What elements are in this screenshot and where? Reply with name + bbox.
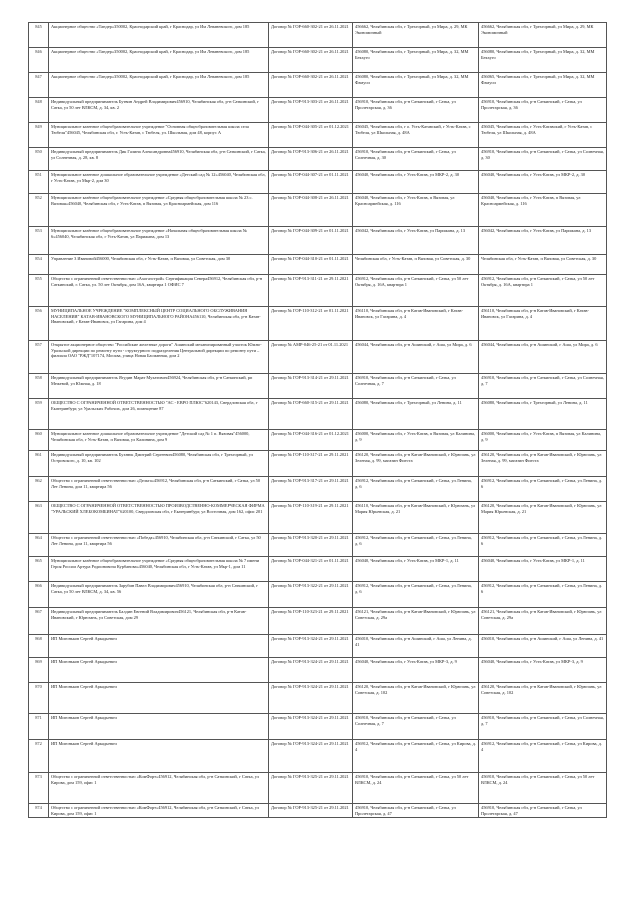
table-row (29, 171, 607, 194)
row-number: 852 (29, 194, 49, 227)
contract-cell: Договор № ГОР-044-310-21 от 01.11.2021 (269, 255, 353, 275)
table-row (29, 374, 607, 399)
address-cell: 456040, Челябинская обл, г Усть-Катав, п Вязовая, ул Красноармейская, д. 116 (353, 194, 479, 227)
row-number: 849 (29, 123, 49, 148)
site-address-cell: 456910, Челябинская обл, р-н Саткинский, г Сатка, ул 50 лет ВЛКСМ, д. 24 (479, 773, 607, 804)
site-address-cell: 456120, Челябинская обл, р-н Катав-Ивановский, г Юрюзань, ул Мария Юрьевская, д. 21 (479, 502, 607, 534)
contract-cell: Договор № ГОР-913-325-21 от 29.11.2021 (269, 804, 353, 818)
row-number: 864 (29, 534, 49, 557)
table-row (29, 48, 607, 73)
organization-cell: Акционерное общество «Тандер»350002, Краснодарский край, г Краснодар, ул Им Леваневского, дом 185 (49, 23, 269, 48)
contract-cell: Договор № ГОР-913-322-21 от 29.11.2021 (269, 582, 353, 608)
contract-cell: Договор № ГОР-913-320-21 от 29.11.2021 (269, 534, 353, 557)
row-number: 868 (29, 635, 49, 658)
contract-cell: Договор № ГОР-044-316-21 от 01.12.2021 (269, 430, 353, 451)
address-cell: 456042, Челябинская обл, г Усть-Катав, ул Парижана, д. 13 (353, 227, 479, 255)
contract-cell: Договор № ГОР-044-307-21 от 01.11.2021 (269, 171, 353, 194)
site-address-cell: 456910, Челябинская обл, р-н Саткинский, г Сатка, ул Пролетарская, д. 36 (479, 98, 607, 123)
organization-cell: Муниципальное казенное дошкольное образовательное учреждение «Детский сад № 12»456040, Челябинская обл, г Усть-Катав, ул Мкр-2, дом 30 (49, 171, 269, 194)
organization-cell: ИП Мигоньков Сергей Аркадьевич (49, 635, 269, 658)
row-number: 862 (29, 477, 49, 502)
table-row (29, 608, 607, 635)
row-number: 872 (29, 740, 49, 773)
row-number: 847 (29, 73, 49, 98)
row-number: 850 (29, 148, 49, 171)
address-cell: 456000, Челябинская обл, г Усть-Катав, п Вязовая, ул Калинина, д. 9 (353, 430, 479, 451)
contract-cell: Договор № ГОР-110-312-21 от 01.11.2021 (269, 307, 353, 341)
organization-cell: Общество с ограниченной ответственностью «Ахогазстрой» Сертификация Севера456912, Челябинская обл, р-н Саткинский, г. Сатка, ул. 50 лет Октября, дом 16А, квартира 1 ОФИС 7 (49, 275, 269, 307)
address-cell: 456662, Челябинская обл, г Трехгорный, ул Мира, д. 29, МК Экономичный (353, 23, 479, 48)
table-row (29, 773, 607, 804)
site-address-cell: 456040, Челябинская обл, г Усть-Катав, п Вязовая, ул Красноармейская, д. 116 (479, 194, 607, 227)
contract-cell: Договор № ГОР-913-311-21 от 29.11.2021 (269, 275, 353, 307)
row-number: 859 (29, 399, 49, 430)
table-row (29, 73, 607, 98)
row-number: 854 (29, 255, 49, 275)
address-cell: 456910, Челябинская обл, р-н Саткинский, г Сатка, ул Солнечная, д. 30 (353, 148, 479, 171)
contract-cell: Договор № ГОР-913-317-21 от 29.11.2021 (269, 477, 353, 502)
organization-cell: Управление 3 Ивановой456000, Челябинская обл, г Усть-Катав, п Вязовая, ул Советская, дом 30 (49, 255, 269, 275)
site-address-cell: 456912, Челябинская обл, р-н Саткинский, г Сатка, ул Ленина, д. 6 (479, 477, 607, 502)
row-number: 863 (29, 502, 49, 534)
address-cell: 456110, Челябинская обл, р-н Катав-Ивановский, г Катав-Ивановск, ул Гагарина, д. 4 (353, 307, 479, 341)
address-cell: 456010, Челябинская обл, р-н Ашинский, г Аша, ул Ленина, д. 41 (353, 635, 479, 658)
organization-cell: Открытое акционерное общество "Российские железные дороги" Ашинский механизированный участок Южно-Уральской дирекции по ремонту пути - структурного подразделения Центральной дирекции по ремонту пути – филиала ОАО "РЖД"107174, Москва, улица Новая Басманная, дом 2 (49, 341, 269, 374)
organization-cell: ОБЩЕСТВО С ОГРАНИЧЕННОЙ ОТВЕТСТВЕННОСТЬЮ ПРОИЗВОДСТВЕННО-КОММЕРЧЕСКАЯ ФИРМА "УРАЛЬСКИЙ ХЛЕБОКОМБИНАТ"620100, Свердловская обл, г Екатеринбург, ул Восточная, дом 162, офис 201 (49, 502, 269, 534)
table-row (29, 23, 607, 48)
site-address-cell: 456910, Челябинская обл, р-н Саткинский, г Сатка, ул Солнечная, д. 30 (479, 148, 607, 171)
contract-cell: Договор № ГОР-913-314-21 от 29.11.2021 (269, 374, 353, 399)
site-address-cell: 456120, Челябинская обл, р-н Катав-Ивановский, г Юрюзань, ул Советская, д. 102 (479, 683, 607, 714)
site-address-cell: 456912, Челябинская обл, р-н Саткинский, г Сатка, ул Ленина, д. 6 (479, 582, 607, 608)
row-number: 874 (29, 804, 49, 818)
contract-cell: Договор № ГОР-913-324-21 от 29.11.2021 (269, 658, 353, 683)
site-address-cell: 456910, Челябинская обл, р-н Саткинский, г Сатка, ул Солнечная, д. 7 (479, 714, 607, 740)
organization-cell: Общество с ограниченной ответственностью «КомФорт»456912, Челябинская обл, р-н Саткинский, г Сатка, ул Кирова, дом 159, офис 1 (49, 804, 269, 818)
address-cell: 456040, Челябинская обл, г Усть-Катав, ул МКР-2, д. 30 (353, 171, 479, 194)
table-row (29, 557, 607, 582)
address-cell: 456912, Челябинская обл, р-н Саткинский, г Сатка, ул Ленина, д. 6 (353, 534, 479, 557)
site-address-cell: 456912, Челябинская обл, р-н Саткинский, г Сатка, ул Ленина, д. 6 (479, 534, 607, 557)
table-row (29, 307, 607, 341)
address-cell: 456044, Челябинская обл, р-н Ашинский, г Аша, ул Мира, д. 6 (353, 341, 479, 374)
address-cell: 456080, Челябинская обл, г Трехгорный, ул Мира, д. 32, ММ Фамуси (353, 73, 479, 98)
organization-cell: Муниципальное казенное дошкольное образовательное учреждение "Детский сад № 1 п. Вязовая"456000, Челябинская обл, г Усть-Катав, п Вязовая, ул Калинина, дом 9 (49, 430, 269, 451)
contract-cell: Договор № ГОР-913-324-21 от 29.11.2021 (269, 683, 353, 714)
organization-cell: Индивидуальный предприниматель Дик Галина Александровна456910, Челябинская обл, р-н Саткинский, г Сатка, ул Солнечная, д. 28, кв. 8 (49, 148, 269, 171)
contract-cell: Договор № ГОР-044-309-21 от 01.11.2021 (269, 227, 353, 255)
site-address-cell: 456912, Челябинская обл, р-н Саткинский, г Сатка, ул Кирова, д. 4 (479, 740, 607, 773)
address-cell: 456110, Челябинская обл, р-н Катав-Ивановский, г Юрюзань, ул Мария Юрьевская, д. 21 (353, 502, 479, 534)
address-cell: 456912, Челябинская обл, р-н Саткинский, г Сатка, ул Ленина, д. 6 (353, 477, 479, 502)
organization-cell: Индивидуальный предприниматель Бухнюк Дмитрий Сергеевич456080, Челябинская обл, г Трехгорный, ул Островского, д. 10, кв. 102 (49, 451, 269, 477)
row-number: 871 (29, 714, 49, 740)
organization-cell: Индивидуальный предприниматель Балдин Евгений Владимирович456121, Челябинская обл, р-н Катав-Ивановский, г Юрюзань, ул Советская, дом 29 (49, 608, 269, 635)
contract-cell: Договор № ГОР-044-305-21 от 01.12.2021 (269, 123, 353, 148)
contract-cell: Договор № ГОР-110-319-21 от 29.11.2021 (269, 502, 353, 534)
site-address-cell: 456910, Челябинская обл, р-н Саткинский, г Сатка, ул Солнечная, д. 7 (479, 374, 607, 399)
organization-cell: ИП Мигоньков Сергей Аркадьевич (49, 683, 269, 714)
organization-cell: Муниципальное казённое общеобразовательное учреждение «Начальная общеобразовательная школа № 6»456040, Челябинская обл, г Усть-Катав, ул Парижана, дом 13 (49, 227, 269, 255)
contract-cell: Договор № ГОР-913-324-21 от 29.11.2021 (269, 714, 353, 740)
site-address-cell: 456000, Челябинская обл, г Усть-Катав, п Вязовая, ул Калинина, д. 9 (479, 430, 607, 451)
address-cell: 456120, Челябинская обл, р-н Катав-Ивановский, г Юрюзань, ул Советская, д. 102 (353, 683, 479, 714)
contract-cell: Договор № ГОР-913-303-21 от 26.11.2021 (269, 98, 353, 123)
row-number: 851 (29, 171, 49, 194)
row-number: 865 (29, 557, 49, 582)
address-cell: Челябинская обл, г Усть-Катав, п Вязовая, ул Советская, д. 30 (353, 255, 479, 275)
organization-cell: Индивидуальный предприниматель Бутвин Андрей Владимирович456910, Челябинская обл, р-н Саткинский, г Сатка, ул 50 лет ВЛКСМ, д. 34, кв. 2 (49, 98, 269, 123)
organization-cell: Индивидуальный предприниматель Ягудин Марат Мухатович456924, Челябинская обл, р-н Саткинский, рп Межевой, ул Южная, д. 18 (49, 374, 269, 399)
contract-cell: Договор № ГОР-913-324-21 от 29.11.2021 (269, 635, 353, 658)
row-number: 846 (29, 48, 49, 73)
site-address-cell: 456662, Челябинская обл, г Трехгорный, ул Мира, д. 29, МК Экономичный (479, 23, 607, 48)
row-number: 866 (29, 582, 49, 608)
site-address-cell: 456080, Челябинская обл, г Трехгорный, ул Мира, д. 32, ММ Бекхуго (479, 48, 607, 73)
address-cell: 456040, Челябинская обл, г Усть-Катав, ул МКР-1, д. 11 (353, 557, 479, 582)
table-row (29, 98, 607, 123)
row-number: 869 (29, 658, 49, 683)
table-row (29, 227, 607, 255)
organization-cell: Муниципальное казенное общеобразовательное учреждение "Основная общеобразовательная школа села Тюбеля"456045, Челябинская обл, г. Усть-Катав, с Тюбеля, ул. Школьная, дом 48, корпус А (49, 123, 269, 148)
table-row (29, 194, 607, 227)
row-number: 856 (29, 307, 49, 341)
contract-cell: Договор № ГОР-913-325-21 от 29.11.2021 (269, 773, 353, 804)
table-row (29, 341, 607, 374)
site-address-cell: 456044, Челябинская обл, р-н Ашинский, г Аша, ул Мира, д. 6 (479, 341, 607, 374)
site-address-cell: Челябинская обл, г Усть-Катав, п Вязовая, ул Советская, д. 30 (479, 255, 607, 275)
site-address-cell: 456040, Челябинская обл, г Усть-Катав, ул МКР-2, д. 30 (479, 171, 607, 194)
contract-cell: Договор № ГОР-660-302-21 от 26.11.2021 (269, 73, 353, 98)
address-cell: 456910, Челябинская обл, р-н Саткинский, г Сатка, ул 50 лет ВЛКСМ, д. 24 (353, 773, 479, 804)
contract-cell: Договор № ГОР-044-321-21 от 01.11.2021 (269, 557, 353, 582)
contract-cell: Договор № ГОР-913-306-21 от 26.11.2021 (269, 148, 353, 171)
row-number: 845 (29, 23, 49, 48)
organization-cell: ОБЩЕСТВО С ОГРАНИЧЕННОЙ ОТВЕТСТВЕННОСТЬЮ "АС - ЕВРО ПЛЮС"620143, Свердловская обл, г Екатеринбург, ул Уральских Рабочих, дом 26, помещение 87 (49, 399, 269, 430)
contract-cell: Договор № ГОР-660-302-21 от 26.11.2021 (269, 48, 353, 73)
organization-cell: Акционерное общество «Тандер»350002, Краснодарский край, г Краснодар, ул Им Леваневского, дом 185 (49, 48, 269, 73)
address-cell: 456910, Челябинская обл, р-н Саткинский, г Сатка, ул Пролетарская, д. 36 (353, 98, 479, 123)
table-row (29, 148, 607, 171)
row-number: 861 (29, 451, 49, 477)
organization-cell: МУНИЦИПАЛЬНОЕ УЧРЕЖДЕНИЕ "КОМПЛЕКСНЫЙ ЦЕНТР СОЦИАЛЬНОГО ОБСЛУЖИВАНИЯ НАСЕЛЕНИЯ" КАТАВ-ИВАНОВСКОГО МУНИЦИПАЛЬНОГО РАЙОНА456110, Челябинская обл, р-н Катав-Ивановский, г Катав-Ивановск, ул Гагарина, дом 4 (49, 307, 269, 341)
row-number: 858 (29, 374, 49, 399)
address-cell: 456080, Челябинская обл, г Трехгорный, ул Мира, д. 32, ММ Бекхуго (353, 48, 479, 73)
address-cell: 456120, Челябинская обл, р-н Катав-Ивановский, г Юрюзань, ул Зеленая, д. 99, магазин Фиеста (353, 451, 479, 477)
table-row (29, 430, 607, 451)
address-cell: 456040, Челябинская обл, г Усть-Катав, ул МКР-3, д. 9 (353, 658, 479, 683)
address-cell: 456912, Челябинская обл, р-н Саткинский, г Сатка, ул 50 лет Октября, д. 16А, квартира 1 (353, 275, 479, 307)
registry-table (28, 22, 607, 818)
organization-cell: ИП Мигоньков Сергей Аркадьевич (49, 740, 269, 773)
table-row (29, 582, 607, 608)
row-number: 857 (29, 341, 49, 374)
registry-table-body (29, 23, 607, 818)
table-row (29, 683, 607, 714)
row-number: 855 (29, 275, 49, 307)
table-row (29, 275, 607, 307)
address-cell: 456912, Челябинская обл, р-н Саткинский, г Сатка, ул Ленина, д. 6 (353, 582, 479, 608)
address-cell: 456912, Челябинская обл, р-н Саткинский, г Сатка, ул Кирова, д. 4 (353, 740, 479, 773)
organization-cell: ИП Мигоньков Сергей Аркадьевич (49, 658, 269, 683)
table-row (29, 451, 607, 477)
contract-cell: Договор № ГОР-660-315-21 от 29.11.2021 (269, 399, 353, 430)
site-address-cell: 456042, Челябинская обл, г Усть-Катав, ул Парижана, д. 13 (479, 227, 607, 255)
site-address-cell: 456040, Челябинская обл, г Усть-Катав, ул МКР-3, д. 9 (479, 658, 607, 683)
organization-cell: Акционерное общество «Тандер»350002, Краснодарский край, г Краснодар, ул Им Леваневского, дом 185 (49, 73, 269, 98)
site-address-cell: 456080, Челябинская обл, г Трехгорный, ул Ленина, д. 11 (479, 399, 607, 430)
contract-cell: Договор № ГОР-044-308-21 от 26.11.2021 (269, 194, 353, 227)
site-address-cell: 456120, Челябинская обл, р-н Катав-Ивановский, г Юрюзань, ул Зеленая, д. 99, магазин Фиеста (479, 451, 607, 477)
site-address-cell: 456065, Челябинская обл, г Трехгорный, ул Мира, д. 32, ММ Фамуси (479, 73, 607, 98)
document-page (28, 22, 606, 818)
row-number: 870 (29, 683, 49, 714)
address-cell: 456910, Челябинская обл, р-н Саткинский, г Сатка, ул Солнечная, д. 7 (353, 714, 479, 740)
table-row (29, 714, 607, 740)
site-address-cell: 456110, Челябинская обл, р-н Катав-Ивановский, г Катав-Ивановск, ул Гагарина, д. 4 (479, 307, 607, 341)
contract-cell: Договор № ГОР-110-317-21 от 29.11.2021 (269, 451, 353, 477)
organization-cell: ИП Мигоньков Сергей Аркадьевич (49, 714, 269, 740)
site-address-cell: 456121, Челябинская обл, р-н Катав-Ивановский, г Юрюзань, ул Советская, д. 29а (479, 608, 607, 635)
table-row (29, 635, 607, 658)
organization-cell: Муниципальное казённое общеобразовательное учреждение «Средняя общеобразовательная школа № 23 с. Вязовая»456040, Челябинская обл, г Усть-Катав, п Вязовая, ул Красноармейская, дом 116 (49, 194, 269, 227)
site-address-cell: 456045, Челябинская обл, г Усть-Катавский, г Усть-Катав, с Тюбеля, ул Школьная, д. 48А (479, 123, 607, 148)
site-address-cell: 456912, Челябинская обл, р-н Саткинский, г Сатка, ул 50 лет Октября, д. 16А, квартира 1 (479, 275, 607, 307)
table-row (29, 804, 607, 818)
site-address-cell: 456040, Челябинская обл, г Усть-Катав, ул МКР-1, д. 11 (479, 557, 607, 582)
organization-cell: Общество с ограниченной ответственностью «Победа»456910, Челябинская обл, р-н Саткинский, г Сатка, ул 50 Лет Ленина, дом 11, квартира 56 (49, 534, 269, 557)
row-number: 867 (29, 608, 49, 635)
table-row (29, 658, 607, 683)
organization-cell: Муниципальное казённое общеобразовательное учреждение «Средняя общеобразовательная школа № 7 имени Героя России Артура Родионовича Курбанова»456040, Челябинская обл, г Усть-Катав, ул Мкр-1, дом 11 (49, 557, 269, 582)
table-row (29, 123, 607, 148)
row-number: 873 (29, 773, 49, 804)
contract-cell: Договор № ГОР-110-323-21 от 29.11.2021 (269, 608, 353, 635)
contract-cell: Договор № ГОР-660-302-21 от 26.11.2021 (269, 23, 353, 48)
table-row (29, 255, 607, 275)
site-address-cell: 456010, Челябинская обл, р-н Ашинский, г Аша, ул Ленина, д. 41 (479, 635, 607, 658)
address-cell: 456910, Челябинская обл, р-н Саткинский, г Сатка, ул Солнечная, д. 7 (353, 374, 479, 399)
row-number: 848 (29, 98, 49, 123)
contract-cell: Договор № ГОР-913-324-21 от 29.11.2021 (269, 740, 353, 773)
site-address-cell: 456910, Челябинская обл, р-н Саткинский, г Сатка, ул Пролетарская, д. 47 (479, 804, 607, 818)
row-number: 853 (29, 227, 49, 255)
address-cell: 456121, Челябинская обл, р-н Катав-Ивановский, г Юрюзань, ул Советская, д. 29а (353, 608, 479, 635)
table-row (29, 399, 607, 430)
table-row (29, 477, 607, 502)
contract-cell: Договор № АМР-046-25-21 от 01.11.2021 (269, 341, 353, 374)
table-row (29, 534, 607, 557)
address-cell: 456045, Челябинская обл, г о. Усть-Катавский, г Усть-Катав, с Тюбеля, ул Школьная, д. 48А (353, 123, 479, 148)
table-row (29, 502, 607, 534)
organization-cell: Общество с ограниченной ответственностью «Дельта»456912, Челябинская обл, р-н Саткинский, г Сатка, ул 50 Лет Ленина, дом 11, квартира 56 (49, 477, 269, 502)
table-row (29, 740, 607, 773)
organization-cell: Общество с ограниченной ответственностью «КомФорт»456912, Челябинская обл, р-н Саткинский, г Сатка, ул Кирова, дом 159, офис 1 (49, 773, 269, 804)
address-cell: 456910, Челябинская обл, р-н Саткинский, г Сатка, ул Пролетарская, д. 47 (353, 804, 479, 818)
row-number: 860 (29, 430, 49, 451)
organization-cell: Индивидуальный предприниматель Зарубин Павел Владимирович456910, Челябинская обл, р-н Саткинский, г Сатка, ул 50 лет ВЛКСМ, д. 34, кв. 56 (49, 582, 269, 608)
address-cell: 456080, Челябинская обл, г Трехгорный, ул Ленина, д. 11 (353, 399, 479, 430)
